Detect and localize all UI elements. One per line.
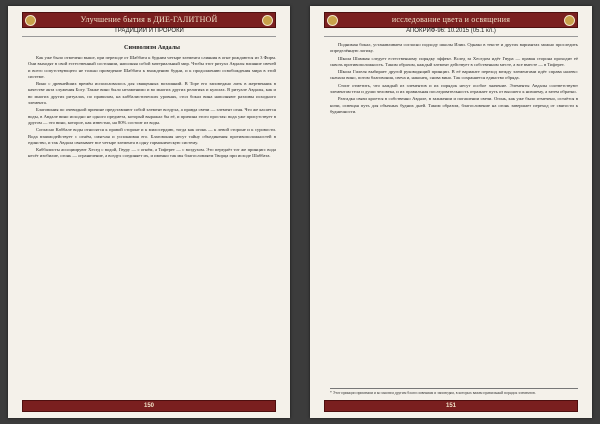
paragraph: Школа Шаммая следует естественному порядку эффект. Вслед за Хеседом идёт Гвура — правая сторона проходит её сквозь противоположность. Таким образом, каждый элемент действует в собственном месте, а все вместе — в Тиферет. <box>330 55 578 67</box>
left-footer-band <box>22 400 276 412</box>
right-body-text <box>330 42 578 374</box>
page-number: 150 <box>143 403 154 409</box>
footnote <box>330 388 578 396</box>
left-section-title: ТРАДИЦИИ И ПРОРОКИ <box>22 27 276 37</box>
right-page <box>310 6 592 418</box>
right-header-band <box>324 12 578 28</box>
paragraph: Школа Гилеля выбирает другой руководящий принцип. В её варианте переход между элементами идёт справа налево: сначала вино, потом благовония, свеча и, наконец, снова вино. Так сохраняется единство обряда. <box>330 69 578 81</box>
paragraph: Поднимая бокал, устанавливаем согласно подходу школы Илии. Однако в тексте и других вариантах можно проследить определённую логику. <box>330 42 578 54</box>
paragraph: Разгадка связи кроется в собственно Авдале, в зажжении и погашении свечи. Огонь, как уже было отмечено, остаётся в ночи, освещая путь для обычных будних дней. Таким образом, благословение на огонь завершает переход от святости к будничности. <box>330 96 578 114</box>
paragraph: Согласно Каббале воды относятся к правой стороне и к милосердию, тогда как огонь — к левой стороне и к суровости. Вода взаимодействует с огнём, смягчая и успокаивая его. Благовония несут тайну объединения противоположностей в единство, и так Авдала связывает все четыре элемента в одну гармоническую систему. <box>28 127 276 145</box>
left-body-text <box>28 42 276 396</box>
paragraph: Вино с древнейших времён использовалось для священных возлияний. В Торе его заповедано лить в жертвенник в качестве акта служения Богу. Также вино было незаменимо и во многих других религиях и культах. В ритуале Авдалы, как и во многих других ритуалах, по правилам, на каббалистических уровнях, стол бокал вина наполняют разливы исходного элемента. <box>28 81 276 106</box>
emblem-icon <box>262 15 273 26</box>
paragraph: Как уже было отмечено выше, при переходе от Шаббата к будним четыре элемента слияния в огне рождаются из 3 Фирм. Они выходят в свой естественный состоянии, наполняя собой материальный мир. Чтобы этот ритуал Авдалы влияние свечей и всего сопутствующего не только проведение Шаббата к вхождению будни, и к продолжению освобождения мира в этой системе. <box>28 55 276 79</box>
emblem-icon <box>564 15 575 26</box>
paragraph: Благовония по очевидной причине представляют собой элемент воздуха, а правда свечи — элемент огня. Что же касается воды, в Авдале вино исходно не одного предмета, который выражал бы её, и причина этого простая: вода уже присутствует в другом — это вино, которое, как известно, на 80% состоит из воды. <box>28 107 276 125</box>
right-header-title: исследование цвета и освящения <box>391 15 511 24</box>
page-number: 151 <box>445 403 456 409</box>
paragraph: Каббалисты ассоциируют Хесед с водой, Гвуру — с огнём, а Тиферет — с воздухом. Это передаёт тот же принцип: вода несёт изобилие, огонь — ограничение, а воздух соединяет их, и именно так мы благословляем Творца при исходе Шаббата. <box>28 147 276 159</box>
footnote-text: * Этот принцип применим и ко многим другим благословениям и заповедям, в которых важен правильный порядок элементов. <box>330 391 536 395</box>
left-page <box>8 6 290 418</box>
right-section-title: АПОКРИФ-96: 10.2015 (05.1 кл.) <box>324 27 578 37</box>
paragraph: Стоит отметить, что каждый из элементов и их порядок несут особое значение. Элементы Авдалы соответствуют элементам тела и души человека, и их правильная последовательность отражает путь от высшего к низшему, а затем обратно. <box>330 82 578 95</box>
left-header-band <box>22 12 276 28</box>
left-header-title: Улучшение бытия в ДИЕ-ГАЛИТНОЙ <box>80 15 218 24</box>
article-heading: Символизм Авдалы <box>124 44 180 51</box>
right-footer-band <box>324 400 578 412</box>
